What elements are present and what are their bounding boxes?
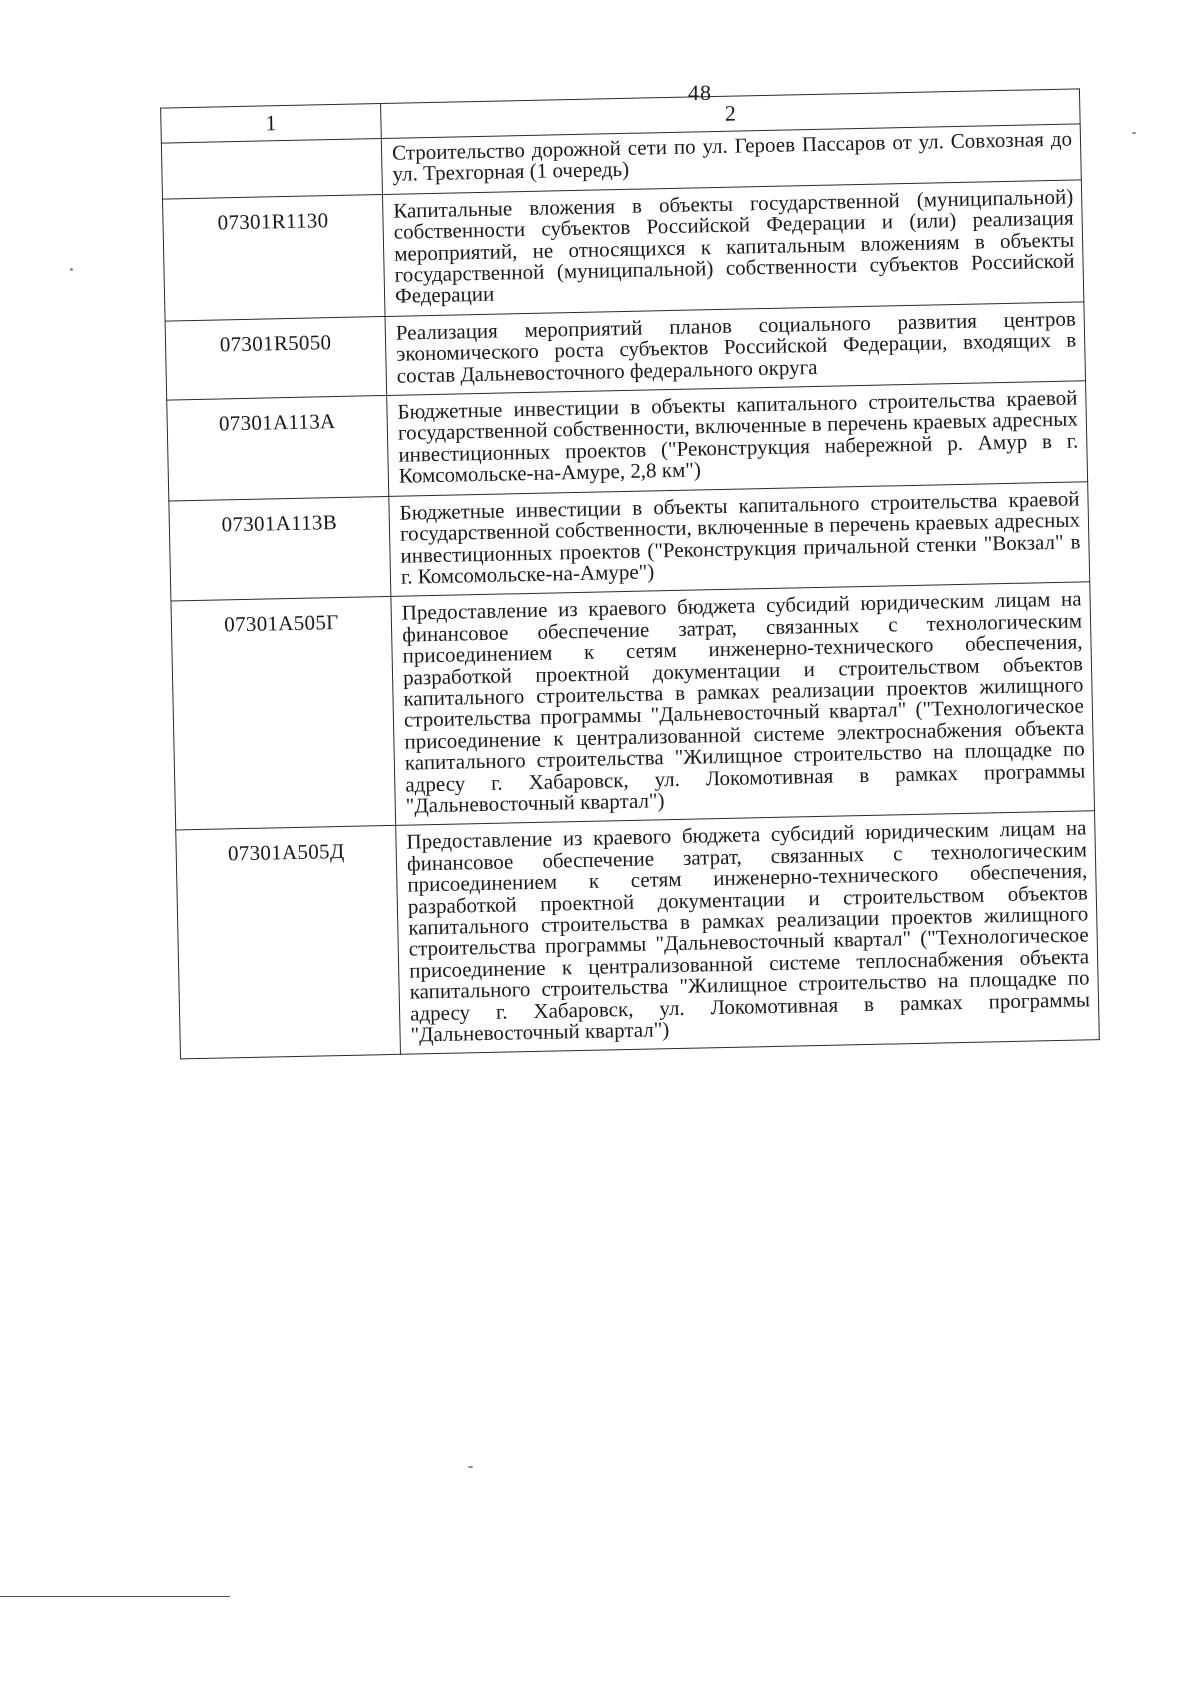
row-code: 07301R5050: [165, 316, 387, 400]
row-code: [161, 139, 382, 199]
table-row: [167, 381, 1088, 501]
page-number: 48: [688, 80, 712, 105]
budget-classification-table: [160, 88, 1100, 1059]
row-description: Строительство дорожной сети по ул. Героев Пассаров от ул. Совхозная до ул. Трехгорная (1 очередь): [381, 124, 1081, 194]
table-row: [163, 180, 1084, 321]
budget-table-sheet: [160, 88, 1100, 1059]
scan-speck: [468, 1466, 473, 1468]
table-row: [176, 811, 1100, 1059]
row-code: 07301A505Г: [171, 597, 396, 831]
row-description: Бюджетные инвестиции в объекты капитального строительства краевой государственной собственности, включенные в перечень краевых адресных инвестиционных проектов ("Реконструкция причальной стенки "Вокзал" в г. Комсомольске-на-Амуре"): [389, 481, 1090, 596]
row-code: 07301A505Д: [176, 826, 401, 1060]
column-header-description: 2: [381, 89, 1081, 139]
row-description: Предоставление из краевого бюджета субсидий юридическим лицам на финансовое обеспечение затрат, связанных с технологическим присоединением к сетям инженерно-технического обеспечения, разработкой проектной документации и строительством объектов капитального строительства в рамках реализации проектов жилищного строительства программы "Дальневосточный квартал" ("Технологическое присоединение к централизованной системе теплоснабжения объекта капитального строительства "Жилищное строительство на площадке по адресу г. Хабаровск, ул. Локомотивная в рамках программы "Дальневосточный квартал"): [396, 811, 1100, 1055]
row-code: 07301R1130: [163, 194, 386, 321]
scan-speck: [70, 268, 73, 271]
row-code: 07301A113A: [167, 396, 389, 501]
row-description: Реализация мероприятий планов социального развития центров экономического роста субъектов Российской Федерации, входящих в состав Дальневосточного федерального округа: [385, 302, 1086, 396]
scan-artifact-line: [0, 1596, 230, 1597]
row-code: 07301A113B: [169, 496, 391, 601]
row-description: Капитальные вложения в объекты государственной (муниципальной) собственности субъектов Российской Федерации и (или) реализация мероприятий, не относящихся к капитальным вложениям в объекты государственной (муниципальной) собственности субъектов Российской Федерации: [382, 180, 1083, 317]
row-description: Бюджетные инвестиции в объекты капитального строительства краевой государственной собственности, включенные в перечень краевых адресных инвестиционных проектов ("Реконструкция набережной р. Амур в г. Комсомольске-на-Амуре, 2,8 км"): [387, 381, 1088, 496]
table-row: [171, 582, 1095, 830]
table-row: [169, 481, 1090, 601]
column-header-code: 1: [161, 104, 382, 144]
scan-speck: [1132, 132, 1136, 134]
row-description: Предоставление из краевого бюджета субсидий юридическим лицам на финансовое обеспечение затрат, связанных с технологическим присоединением к сетям инженерно-технического обеспечения, разработкой проектной документации и строительством объектов капитального строительства в рамках реализации проектов жилищного строительства программы "Дальневосточный квартал" ("Технологическое присоединение к централизованной системе электроснабжения объекта капитального строительства "Жилищное строительство на площадке по адресу г. Хабаровск, ул. Локомотивная в рамках программы "Дальневосточный квартал"): [391, 582, 1095, 826]
